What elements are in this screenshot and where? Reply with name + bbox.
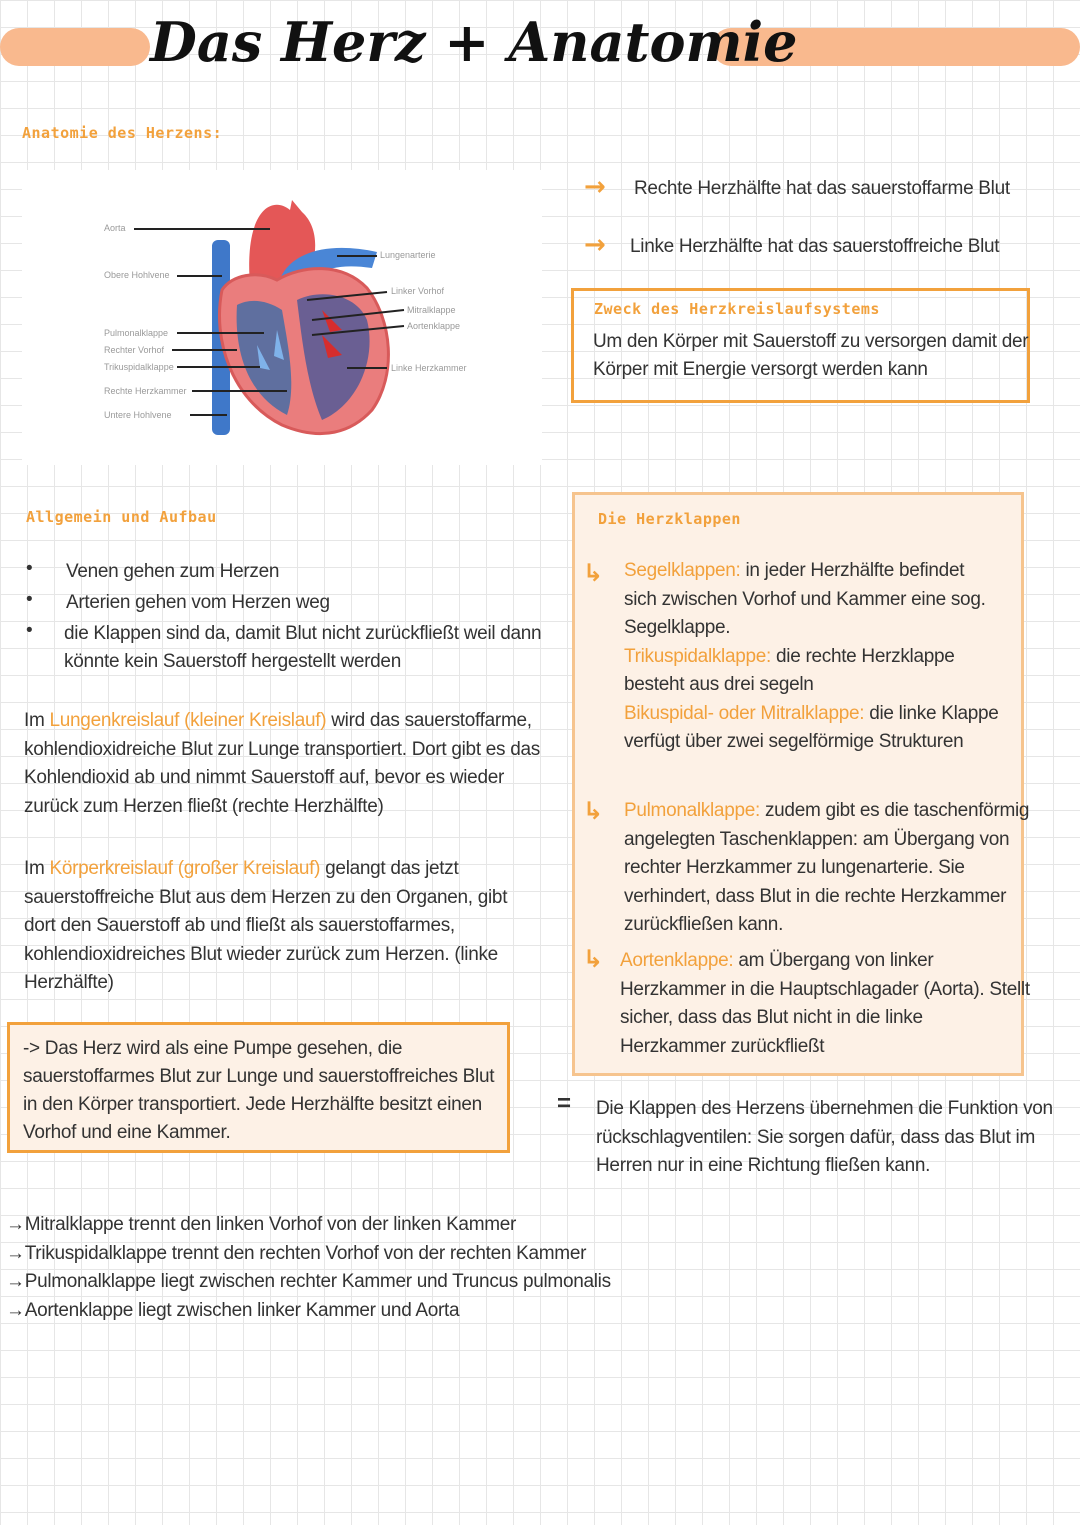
bullet-dot: • <box>26 589 33 610</box>
arrow-right-icon: → <box>6 1299 25 1321</box>
lungen-line: Kohlendioxid ab und nimmt Sauerstoff auf, bevor es wieder <box>24 767 505 788</box>
right-half-text: Rechte Herzhälfte hat das sauerstoffarme Blut <box>634 178 1010 199</box>
summary-line: Herren nur in eine Richtung fließen kann. <box>596 1155 931 1176</box>
aorten-block <box>620 947 1030 1061</box>
pumpe-line: Vorhof und eine Kammer. <box>23 1122 231 1143</box>
anatomy-heading: Anatomie des Herzens: <box>22 124 223 142</box>
valve-item <box>6 1268 611 1297</box>
label-trikuspidalklappe: Trikuspidalklappe <box>104 362 174 372</box>
heart-diagram <box>22 170 542 465</box>
bullet-item-cont: könnte kein Sauerstoff hergestellt werden <box>64 651 401 672</box>
valve-text: Mitralklappe trennt den linken Vorhof von der linken Kammer <box>24 1214 517 1235</box>
koerper-line: Herzhälfte) <box>24 972 114 993</box>
lungen-line: zurück zum Herzen fließt (rechte Herzhälfte) <box>24 795 384 817</box>
pumpe-line: -> Das Herz wird als eine Pumpe gesehen, die <box>23 1038 403 1059</box>
zweck-box <box>571 288 1030 403</box>
pulmonal-line-first <box>624 797 1030 826</box>
lungen-term: Lungenkreislauf (kleiner Kreislauf) <box>49 710 327 731</box>
triku-line: besteht aus drei segeln <box>624 674 814 695</box>
pumpe-line: sauerstoffarmes Blut zur Lunge und sauerstoffreiches Blut <box>23 1066 495 1087</box>
equals-symbol: = <box>557 1090 571 1117</box>
triku-term: Trikuspidalklappe: <box>624 645 772 667</box>
pumpe-box <box>7 1022 510 1153</box>
aorten-line-first <box>620 947 1020 976</box>
arrow-right-icon: → <box>6 1271 25 1292</box>
arrow-right-icon: → <box>6 1242 25 1264</box>
label-linke-herzkammer: Linke Herzkammer <box>391 363 467 373</box>
label-rechte-herzkammer: Rechte Herzkammer <box>104 386 187 396</box>
valve-text: Trikuspidalklappe trennt den rechten Vorhof von der rechten Kammer <box>24 1242 587 1264</box>
segel-first: in jeder Herzhälfte befindet <box>740 560 965 581</box>
arrow-right-icon: → <box>584 230 606 260</box>
summary-block <box>596 1095 1056 1181</box>
koerper-line: kohlendioxidreiches Blut wieder zurück zum Herzen. (linke <box>24 943 498 965</box>
aorten-line: Herzkammer in die Hauptschlagader (Aorta). Stellt <box>620 978 1030 1000</box>
summary-line: Die Klappen des Herzens übernehmen die Funktion von <box>596 1098 1053 1119</box>
bullet-item: Arterien gehen vom Herzen weg <box>66 592 330 613</box>
biku-line: verfügt über zwei segelförmige Strukturen <box>624 731 964 752</box>
herzklappen-box <box>572 492 1030 1076</box>
hook-arrow-icon: ↳ <box>583 559 604 587</box>
biku-line-first <box>624 700 1024 729</box>
label-lungenarterie: Lungenarterie <box>380 250 436 260</box>
valves-list <box>6 1211 611 1325</box>
pulmonal-block <box>624 797 1030 940</box>
label-aortenklappe: Aortenklappe <box>407 321 461 331</box>
segel-term: Segelklappen: <box>624 560 741 581</box>
koerper-line: sauerstoffreiche Blut aus dem Herzen zu den Organen, gibt <box>24 886 508 908</box>
koerper-term: Körperkreislauf (großer Kreislauf) <box>49 858 321 879</box>
aorten-term: Aortenklappe: <box>620 950 734 971</box>
label-mitralklappe: Mitralklappe <box>407 305 456 315</box>
lungenkreislauf-paragraph <box>24 707 544 821</box>
valve-text: Aortenklappe liegt zwischen linker Kammer und Aorta <box>24 1299 460 1321</box>
zweck-heading: Zweck des Herzkreislaufsystems <box>594 300 880 318</box>
lungen-line: kohlendioxidreiche Blut zur Lunge transportiert. Dort gibt es das <box>24 738 540 760</box>
biku-first: die linke Klappe <box>864 702 999 724</box>
hook-arrow-icon: ↳ <box>583 797 604 825</box>
herzklappen-heading: Die Herzklappen <box>598 510 741 528</box>
pulmonal-first: zudem gibt es die taschenförmig <box>759 800 1030 821</box>
pulmonal-term: Pulmonalklappe: <box>624 800 760 821</box>
summary-line: rückschlagventilen: Sie sorgen dafür, dass das Blut im <box>596 1126 1035 1148</box>
valve-item <box>6 1240 606 1269</box>
bullet-item: die Klappen sind da, damit Blut nicht zurückfließt weil dann <box>64 623 542 644</box>
koerper-post: gelangt das jetzt <box>320 858 459 879</box>
arrow-right-icon: → <box>6 1214 25 1235</box>
pumpe-line: in den Körper transportiert. Jede Herzhälfte besitzt einen <box>23 1094 482 1115</box>
pulmonal-line: verhindert, dass Blut in die rechte Herzkammer <box>624 885 1007 907</box>
koerper-line-first <box>24 855 544 884</box>
label-untere-hohlvene: Untere Hohlvene <box>104 410 172 420</box>
lungen-line-first <box>24 707 544 736</box>
pulmonal-line: rechter Herzkammer zu lungenarterie. Sie <box>624 857 965 878</box>
left-half-text: Linke Herzhälfte hat das sauerstoffreiche Blut <box>630 236 1000 257</box>
segel-line-first <box>624 557 1024 586</box>
zweck-line-2: Körper mit Energie versorgt werden kann <box>593 359 928 380</box>
hook-arrow-icon: ↳ <box>583 945 604 973</box>
aorten-first: am Übergang von linker <box>733 950 934 971</box>
segel-block <box>624 557 1024 757</box>
valve-item <box>6 1297 606 1326</box>
lungen-pre: Im <box>24 710 50 731</box>
valve-text: Pulmonalklappe liegt zwischen rechter Kammer und Truncus pulmonalis <box>24 1271 611 1292</box>
allgemein-heading: Allgemein und Aufbau <box>26 508 217 526</box>
koerperkreislauf-paragraph <box>24 855 544 998</box>
pulmonal-line: angelegten Taschenklappen: am Übergang von <box>624 828 1010 850</box>
koerper-pre: Im <box>24 858 50 879</box>
label-aorta: Aorta <box>104 223 126 233</box>
segel-line: sich zwischen Vorhof und Kammer eine sog. <box>624 588 986 610</box>
page-title: Das Herz + Anatomie <box>150 10 798 74</box>
bullet-dot: • <box>26 620 33 641</box>
title-bar-left <box>0 28 150 66</box>
aorten-line: Herzkammer zurückfließt <box>620 1035 825 1057</box>
arrow-right-icon: → <box>584 172 606 202</box>
valve-item <box>6 1211 606 1240</box>
label-pulmonalklappe: Pulmonalklappe <box>104 328 169 338</box>
biku-term: Bikuspidal- oder Mitralklappe: <box>624 702 865 724</box>
koerper-line: dort den Sauerstoff ab und fließt als sauerstoffarmes, <box>24 915 455 936</box>
aorten-line: sicher, dass das Blut nicht in die linke <box>620 1007 923 1028</box>
pulmonal-line: zurückfließen kann. <box>624 914 784 935</box>
bullet-item: Venen gehen zum Herzen <box>66 561 280 582</box>
triku-line-first <box>624 643 1024 672</box>
bullet-dot: • <box>26 558 33 579</box>
label-rechter-vorhof: Rechter Vorhof <box>104 345 165 355</box>
segel-line: Segelklappe. <box>624 617 731 638</box>
label-linker-vorhof: Linker Vorhof <box>391 286 445 296</box>
lungen-post: wird das sauerstoffarme, <box>326 710 532 731</box>
triku-first: die rechte Herzklappe <box>771 645 955 667</box>
zweck-line-1: Um den Körper mit Sauerstoff zu versorgen damit der <box>593 331 1029 352</box>
heart-illustration <box>22 170 542 465</box>
bullet-list <box>26 558 546 678</box>
label-obere-hohlvene: Obere Hohlvene <box>104 270 170 280</box>
